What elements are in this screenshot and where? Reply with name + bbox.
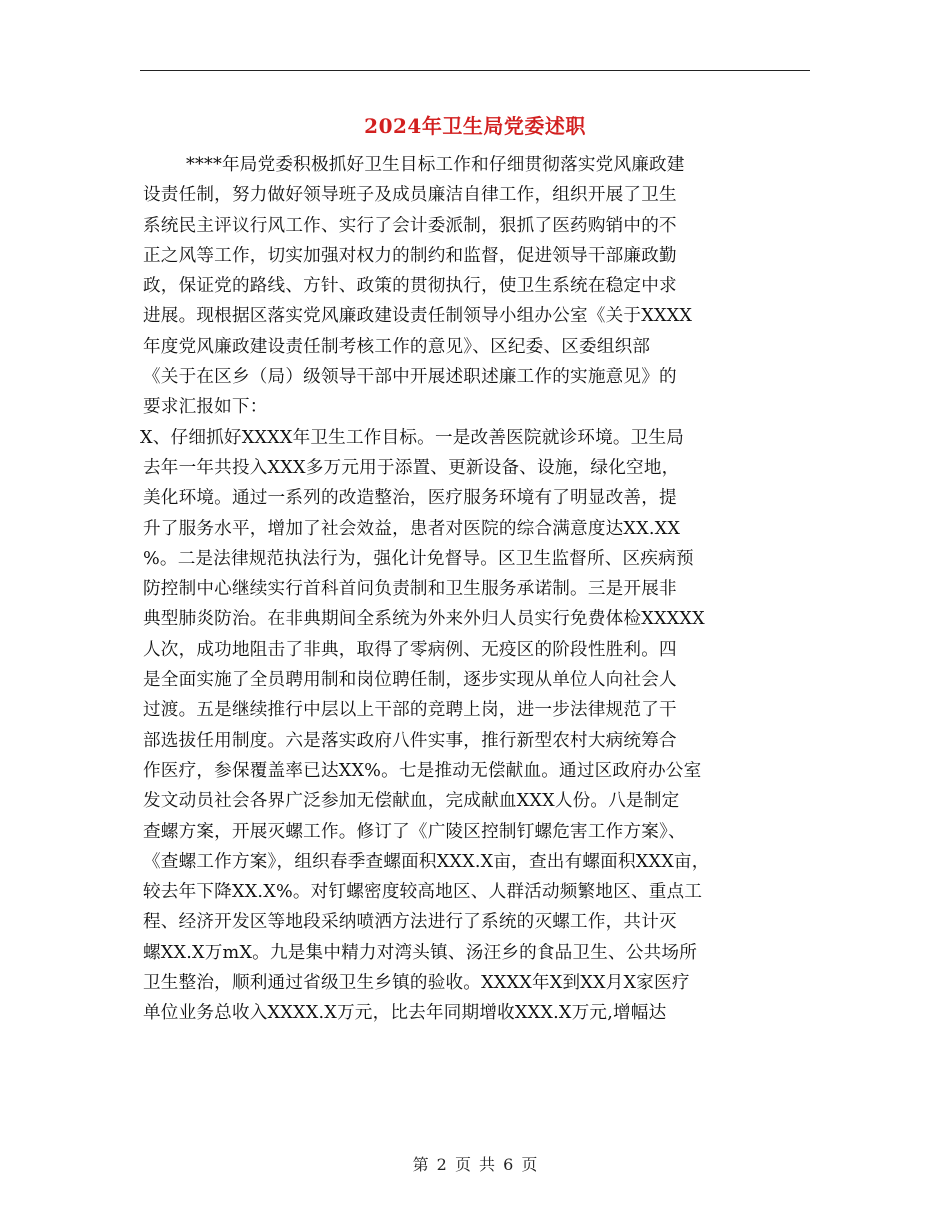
text-line: 是全面实施了全员聘用制和岗位聘任制，逐步实现从单位人向社会人: [143, 670, 677, 691]
page-number: 第 2 页 共 6 页: [412, 1155, 538, 1174]
header-rule: [140, 70, 810, 71]
text-line: 发文动员社会各界广泛参加无偿献血，完成献血XXX人份。八是制定: [143, 791, 680, 812]
text-line: 部选拔任用制度。六是落实政府八件实事，推行新型农村大病统筹合: [143, 730, 677, 751]
text-line: 查螺方案，开展灭螺工作。修订了《广陵区控制钉螺危害工作方案》、: [143, 821, 686, 842]
text-line: 典型肺炎防治。在非典期间全系统为外来外归人员实行免费体检XXXXX: [143, 609, 705, 630]
text-line: 正之风等工作，切实加强对权力的制约和监督，促进领导干部廉政勤: [143, 245, 677, 266]
text-line: 螺XX.X万mX。九是集中精力对湾头镇、汤汪乡的食品卫生、公共场所: [143, 942, 698, 963]
text-line: 单位业务总收入XXXX.X万元，比去年同期增收XXX.X万元,增幅达: [143, 1003, 667, 1024]
text-line: 过渡。五是继续推行中层以上干部的竞聘上岗，进一步法律规范了干: [143, 700, 677, 721]
document-title: 2024年卫生局党委述职: [364, 114, 586, 138]
text-line: 卫生整治，顺利通过省级卫生乡镇的验收。XXXX年X到XX月X家医疗: [143, 973, 690, 994]
text-line: 升了服务水平，增加了社会效益，患者对医院的综合满意度达XX.XX: [143, 518, 681, 539]
text-line: 作医疗，参保覆盖率已达XX%。七是推动无偿献血。通过区政府办公室: [143, 760, 702, 781]
text-line: 政，保证党的路线、方针、政策的贯彻执行，使卫生系统在稳定中求: [143, 276, 677, 297]
text-line: 去年一年共投入XXX多万元用于添置、更新设备、设施，绿化空地，: [143, 457, 680, 478]
text-line: %。二是法律规范执法行为，强化计免督导。区卫生监督所、区疾病预: [143, 548, 694, 569]
text-line: 要求汇报如下：: [143, 397, 268, 418]
text-line: 美化环境。通过一系列的改造整治，医疗服务环境有了明显改善，提: [143, 488, 677, 509]
text-line: 防控制中心继续实行首科首问负责制和卫生服务承诺制。三是开展非: [143, 579, 677, 600]
text-line: 《查螺工作方案》，组织春季查螺面积XXX.X亩，查出有螺面积XXX亩，: [143, 851, 710, 872]
text-line: 设责任制，努力做好领导班子及成员廉洁自律工作，组织开展了卫生: [143, 185, 677, 206]
text-line: 《关于在区乡（局）级领导干部中开展述职述廉工作的实施意见》的: [143, 367, 677, 388]
text-line: 人次，成功地阻击了非典，取得了零病例、无疫区的阶段性胜利。四: [143, 639, 677, 660]
text-line: ****年局党委积极抓好卫生目标工作和仔细贯彻落实党风廉政建: [186, 155, 685, 175]
text-line: 年度党风廉政建设责任制考核工作的意见》、区纪委、区委组织部: [143, 336, 651, 357]
text-line: X、仔细抓好XXXX年卫生工作目标。一是改善医院就诊环境。卫生局: [140, 427, 685, 448]
text-line: 程、经济开发区等地段采纳喷洒方法进行了系统的灭螺工作，共计灭: [143, 912, 677, 933]
document-body: [140, 150, 815, 1029]
text-line: 系统民主评议行风工作、实行了会计委派制，狠抓了医药购销中的不: [143, 215, 677, 236]
text-line: 进展。现根据区落实党风廉政建设责任制领导小组办公室《关于XXXX: [143, 306, 693, 327]
text-line: 较去年下降XX.X%。对钉螺密度较高地区、人群活动频繁地区、重点工: [143, 882, 703, 903]
